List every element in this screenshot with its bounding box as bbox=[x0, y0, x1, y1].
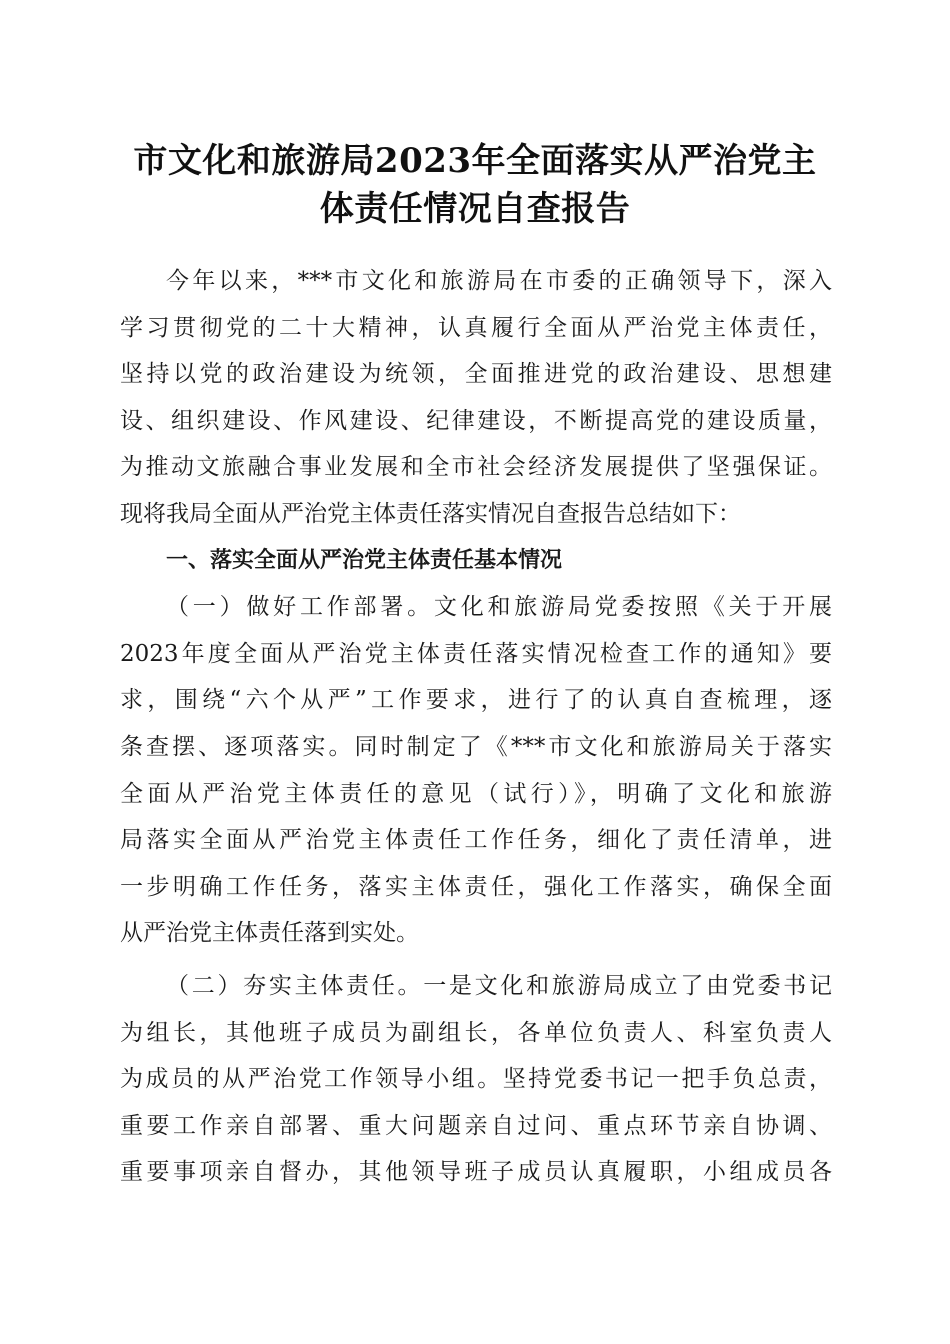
paragraph-line: 为组长，其他班子成员为副组长，各单位负责人、科室负责人 bbox=[120, 1019, 832, 1046]
document-body bbox=[120, 258, 832, 1196]
paragraph-line: 2023年度全面从严治党主体责任落实情况检查工作的通知》要 bbox=[120, 640, 832, 667]
paragraph-line: 条查摆、逐项落实。同时制定了《***市文化和旅游局关于落实 bbox=[120, 733, 832, 760]
paragraph-line: 今年以来，***市文化和旅游局在市委的正确领导下，深入 bbox=[166, 268, 832, 294]
document-title-line-1: 市文化和旅游局2023年全面落实从严治党主 bbox=[133, 141, 817, 181]
paragraph-line: 现将我局全面从严治党主体责任落实情况自查报告总结如下： bbox=[120, 500, 741, 527]
paragraph-line: 坚持以党的政治建设为统领，全面推进党的政治建设、思想建 bbox=[120, 361, 832, 388]
paragraph-line: 设、组织建设、作风建设、纪律建设，不断提高党的建设质量， bbox=[120, 407, 832, 434]
paragraph-line: 为成员的从严治党工作领导小组。坚持党委书记一把手负总责， bbox=[120, 1066, 832, 1093]
paragraph-line: 重要工作亲自部署、重大问题亲自过问、重点环节亲自协调、 bbox=[120, 1112, 832, 1139]
paragraph-line: 局落实全面从严治党主体责任工作任务，细化了责任清单，进 bbox=[120, 827, 832, 854]
document-title-line-2: 体责任情况自查报告 bbox=[319, 189, 631, 229]
paragraph-line: 求，围绕“六个从严”工作要求，进行了的认真自查梳理，逐 bbox=[120, 687, 832, 714]
paragraph-line: 从严治党主体责任落到实处。 bbox=[120, 920, 419, 947]
section-heading: 一、落实全面从严治党主体责任基本情况 bbox=[166, 547, 563, 573]
paragraph-line: （二）夯实主体责任。一是文化和旅游局成立了由党委书记 bbox=[166, 972, 832, 999]
paragraph-line: 全面从严治党主体责任的意见（试行）》，明确了文化和旅游 bbox=[120, 780, 832, 807]
paragraph-line: （一）做好工作部署。文化和旅游局党委按照《关于开展 bbox=[166, 594, 832, 621]
paragraph-line: 重要事项亲自督办，其他领导班子成员认真履职，小组成员各 bbox=[120, 1159, 832, 1186]
paragraph-line: 一步明确工作任务，落实主体责任，强化工作落实，确保全面 bbox=[120, 873, 832, 900]
paragraph-line: 为推动文旅融合事业发展和全市社会经济发展提供了坚强保证。 bbox=[120, 454, 832, 481]
paragraph-line: 学习贯彻党的二十大精神，认真履行全面从严治党主体责任， bbox=[120, 314, 832, 341]
